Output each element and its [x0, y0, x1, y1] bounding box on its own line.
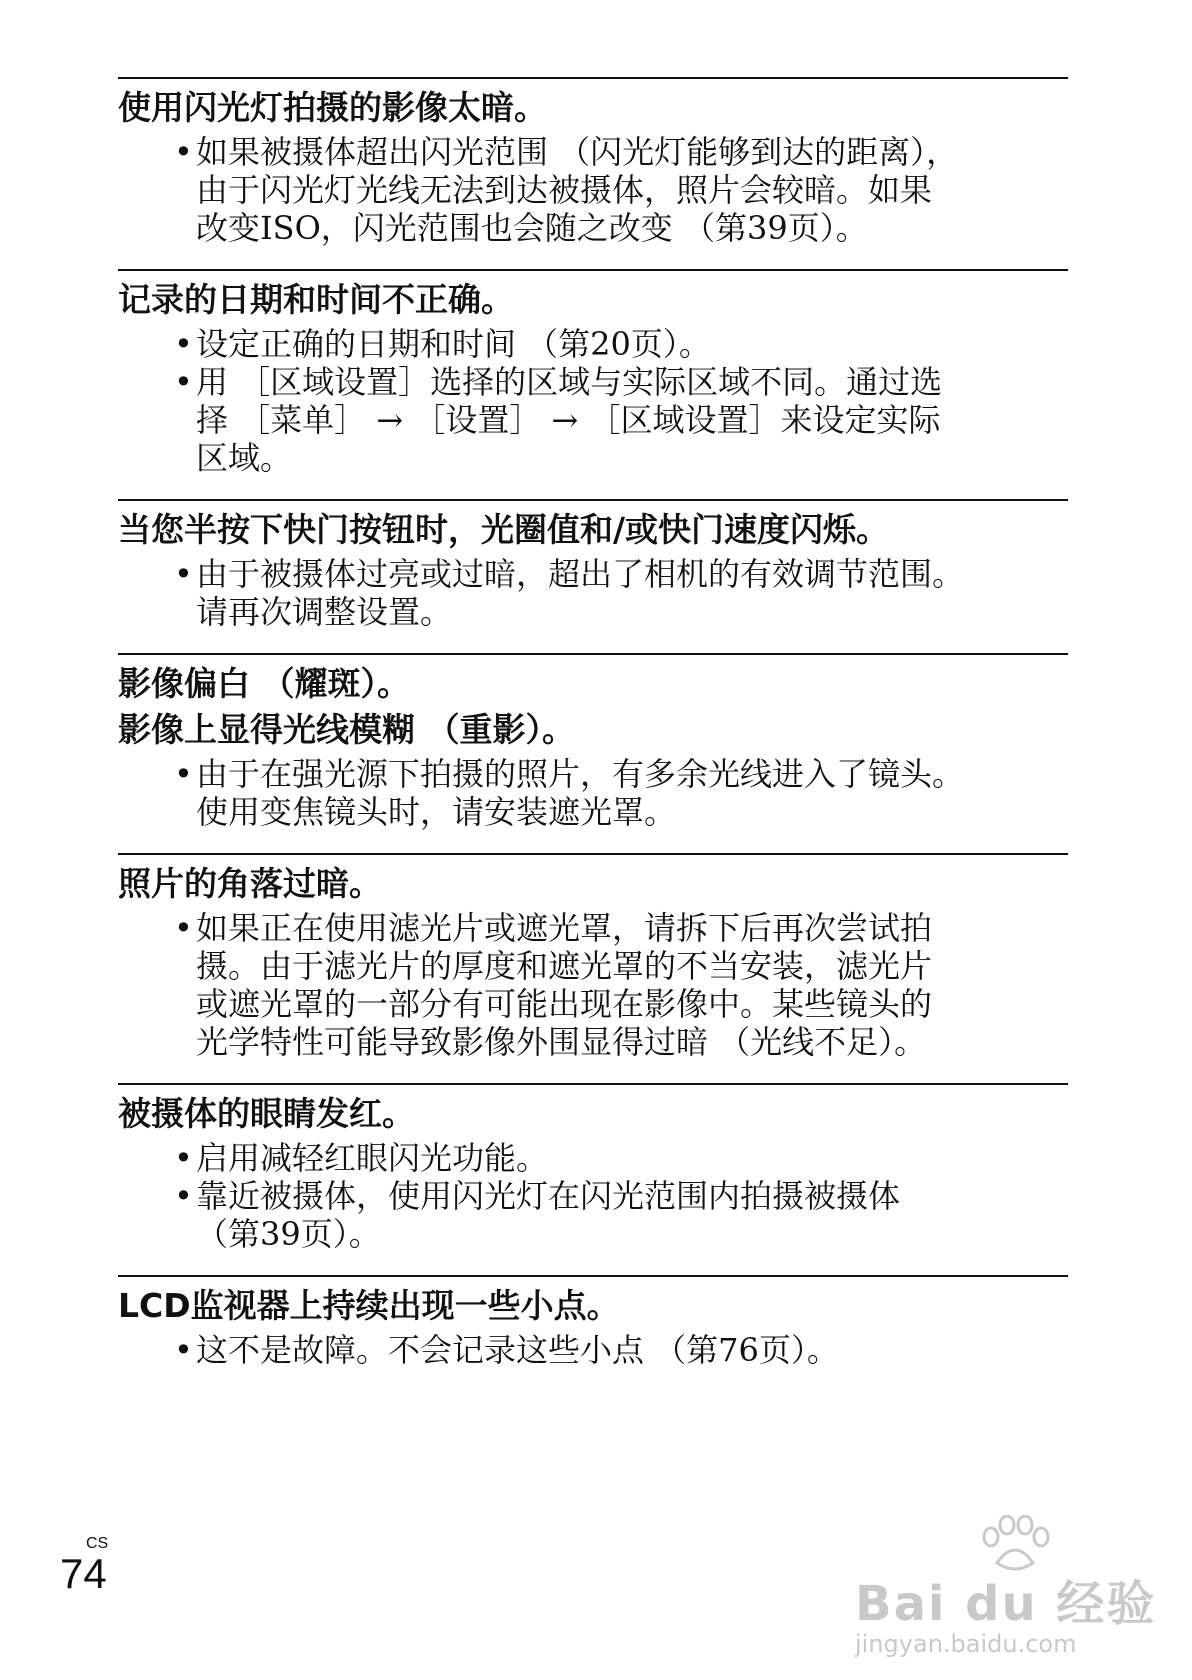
bullet-line: 由于在强光源下拍摄的照片，有多余光线进入了镜头。: [196, 755, 965, 793]
faq-section: [118, 653, 1068, 831]
bullet-line: 用 ［区域设置］选择的区域与实际区域不同。通过选: [196, 363, 943, 401]
bullet-line: （第39页）。: [196, 1215, 381, 1253]
section-heading: 照片的角落过暗。: [118, 864, 382, 903]
page-footer: [60, 1535, 108, 1595]
bullet-line: 请再次调整设置。: [196, 593, 453, 631]
section-heading: 当您半按下快门按钮时，光圈值和/或快门速度闪烁。: [118, 510, 890, 549]
bullet-line: 择 ［菜单］ → ［设置］ → ［区域设置］来设定实际: [196, 401, 941, 439]
bullet-dot-icon: •: [174, 909, 193, 947]
section-heading: 使用闪光灯拍摄的影像太暗。: [118, 88, 547, 127]
bullet-item: [118, 909, 1068, 1061]
bullet-item: [118, 1177, 1068, 1253]
bullet-line: 或遮光罩的一部分有可能出现在影像中。某些镜头的: [196, 985, 933, 1023]
section-heading: 影像上显得光线模糊 （重影）。: [118, 710, 575, 749]
section-heading: 被摄体的眼睛发红。: [118, 1094, 415, 1133]
bullet-list: [118, 1331, 1068, 1369]
bullet-dot-icon: •: [174, 1331, 193, 1369]
baidu-watermark: [855, 1515, 1157, 1665]
section-heading: LCD监视器上持续出现一些小点。: [118, 1286, 620, 1325]
bullet-line: 区域。: [196, 439, 293, 477]
bullet-line: 光学特性可能导致影像外围显得过暗 （光线不足）。: [196, 1023, 927, 1061]
bullet-dot-icon: •: [174, 1177, 193, 1215]
bullet-list: [118, 755, 1068, 831]
bullet-item: [118, 325, 1068, 363]
faq-section: [118, 499, 1068, 631]
bullet-line: 靠近被摄体，使用闪光灯在闪光范围内拍摄被摄体: [196, 1177, 901, 1215]
bullet-list: [118, 555, 1068, 631]
bullet-item: [118, 1331, 1068, 1369]
bullet-item: [118, 755, 1068, 831]
faq-section: [118, 1275, 1068, 1369]
bullet-line: 摄。由于滤光片的厚度和遮光罩的不当安装，滤光片: [196, 947, 933, 985]
bullet-list: [118, 325, 1068, 477]
section-heading: 影像偏白 （耀斑）。: [118, 664, 410, 703]
bullet-item: [118, 363, 1068, 477]
bullet-line: 这不是故障。不会记录这些小点 （第76页）。: [196, 1331, 839, 1369]
bullet-line: 改变ISO，闪光范围也会随之改变 （第39页）。: [196, 209, 868, 247]
faq-section: [118, 77, 1068, 247]
faq-section: [118, 269, 1068, 477]
bullet-line: 由于闪光灯光线无法到达被摄体，照片会较暗。如果: [196, 171, 933, 209]
bullet-dot-icon: •: [174, 1139, 193, 1177]
bullet-list: [118, 133, 1068, 247]
watermark-url: jingyan.baidu.com: [855, 1630, 1077, 1658]
watermark-brand: Bai du 经验: [855, 1576, 1157, 1632]
bullet-item: [118, 1139, 1068, 1177]
section-heading: 记录的日期和时间不正确。: [118, 280, 514, 319]
bullet-dot-icon: •: [174, 133, 193, 171]
bullet-line: 如果正在使用滤光片或遮光罩，请拆下后再次尝试拍: [196, 909, 933, 947]
bullet-dot-icon: •: [174, 325, 193, 363]
page-number: 74: [60, 1550, 107, 1597]
language-code: CS: [86, 1535, 109, 1552]
bullet-list: [118, 1139, 1068, 1253]
bullet-dot-icon: •: [174, 755, 193, 793]
bullet-line: 启用减轻红眼闪光功能。: [196, 1139, 549, 1177]
manual-content: [118, 77, 1068, 1391]
bullet-item: [118, 555, 1068, 631]
bullet-line: 由于被摄体过亮或过暗，超出了相机的有效调节范围。: [196, 555, 965, 593]
bullet-line: 使用变焦镜头时，请安装遮光罩。: [196, 793, 677, 831]
faq-section: [118, 1083, 1068, 1253]
bullet-dot-icon: •: [174, 555, 193, 593]
bullet-list: [118, 909, 1068, 1061]
faq-section: [118, 853, 1068, 1061]
bullet-line: 如果被摄体超出闪光范围 （闪光灯能够到达的距离），: [196, 133, 959, 171]
bullet-line: 设定正确的日期和时间 （第20页）。: [196, 325, 711, 363]
bullet-item: [118, 133, 1068, 247]
bullet-dot-icon: •: [174, 363, 193, 401]
